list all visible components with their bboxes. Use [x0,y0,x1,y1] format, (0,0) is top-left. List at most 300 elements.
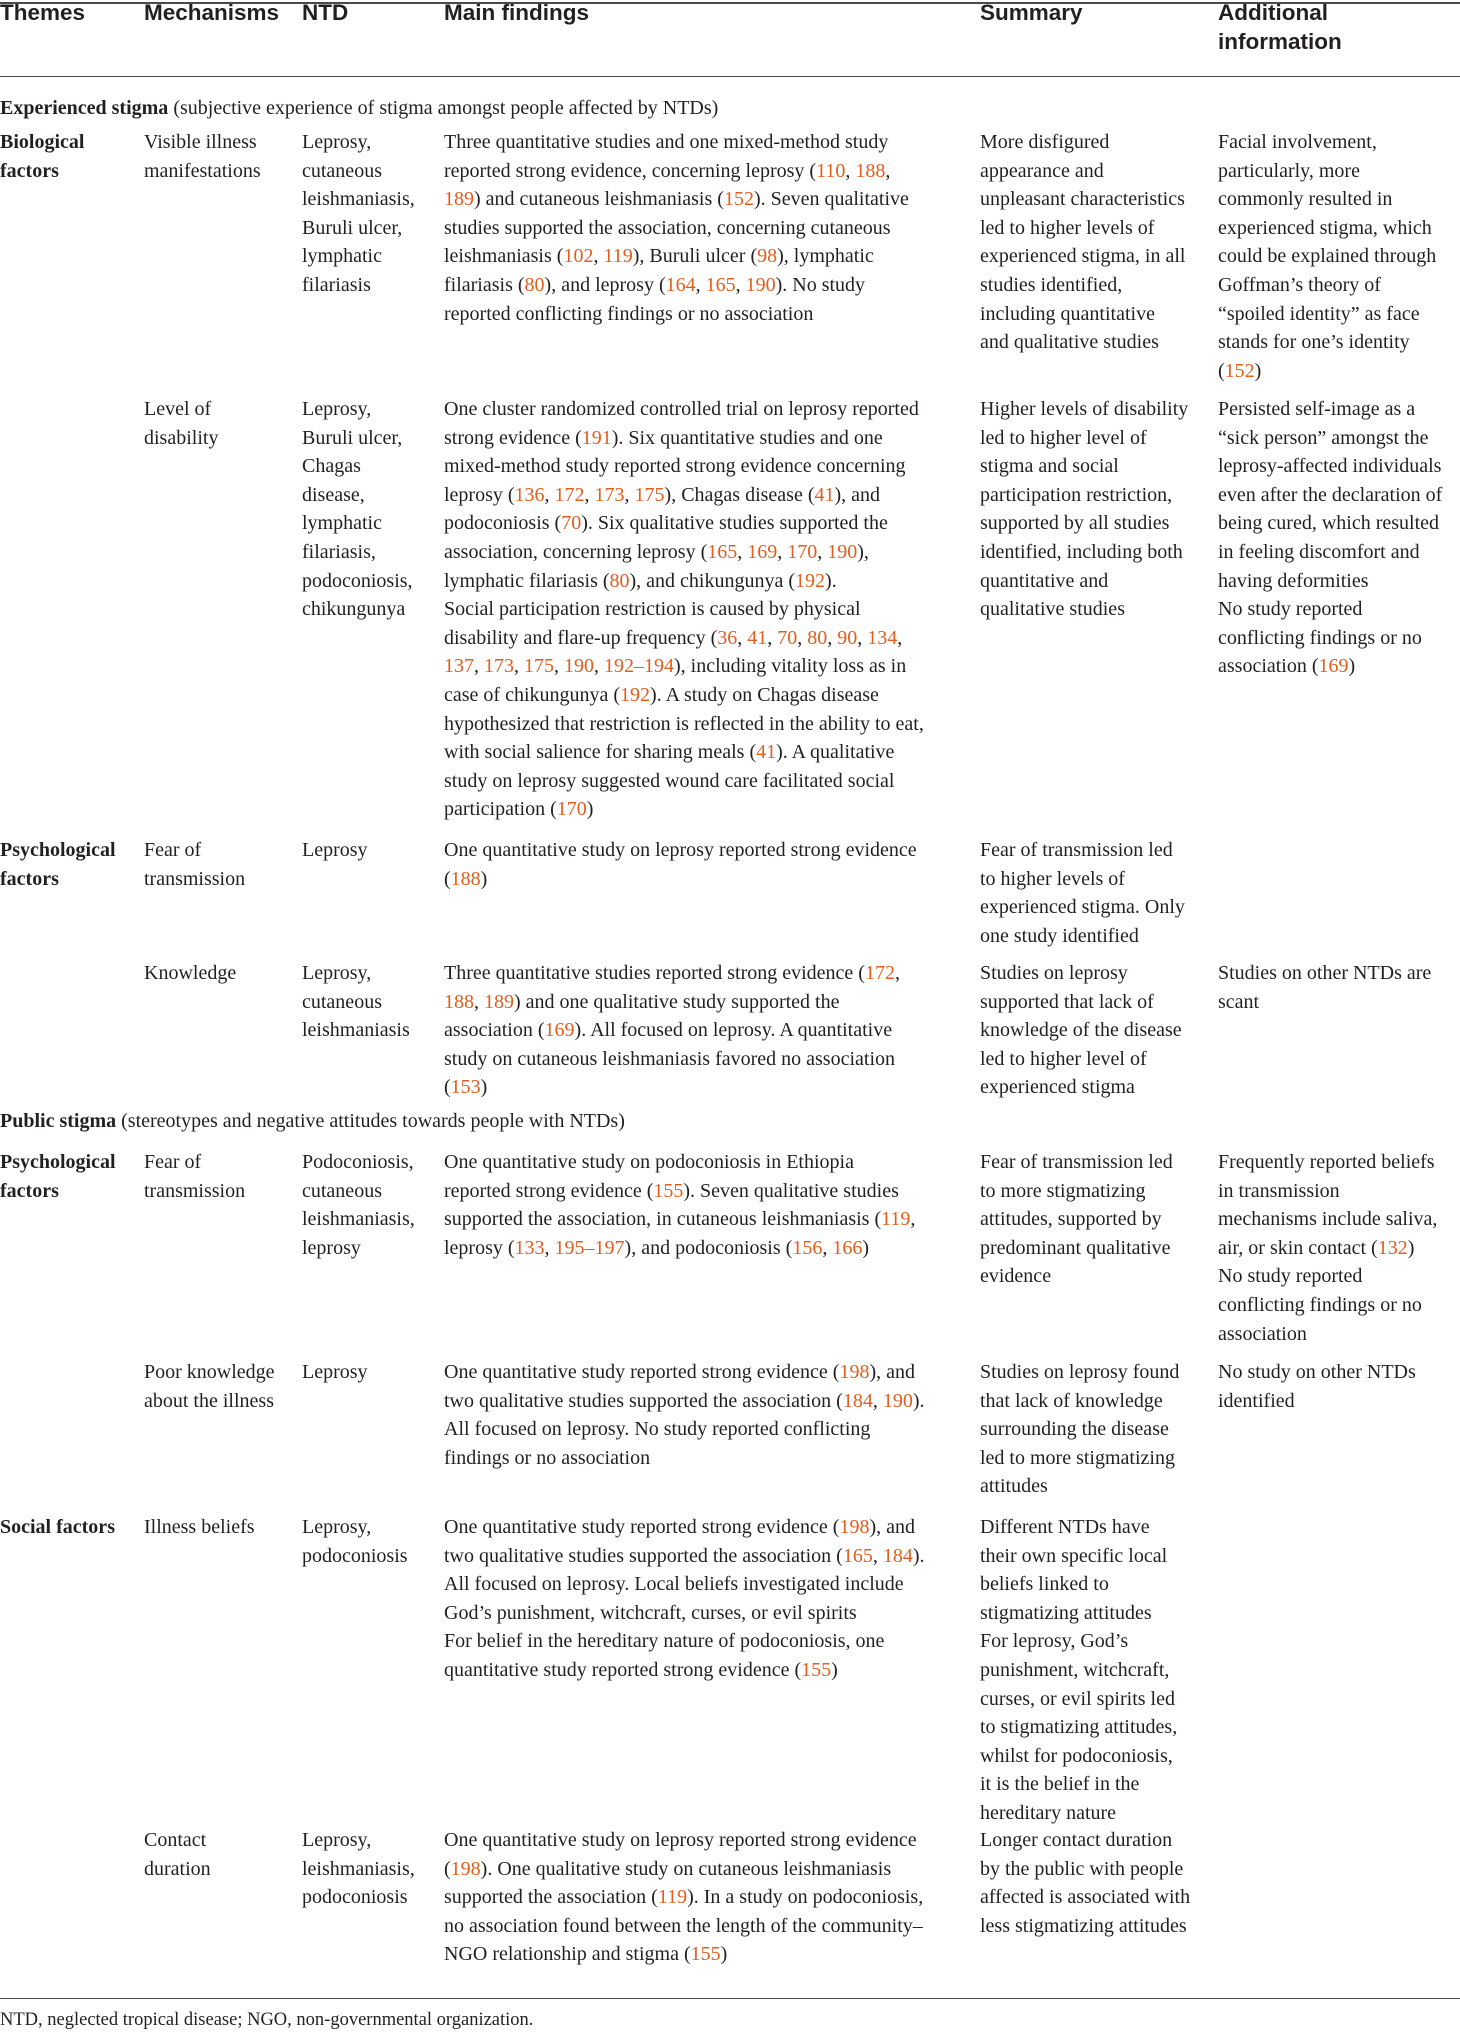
citation-link[interactable]: 153 [450,1076,481,1099]
citation-link[interactable]: 192–194 [604,655,674,678]
citation-link[interactable]: 110 [816,159,846,182]
summary-cell-line: attitudes, supported by [980,1208,1162,1231]
ntd-cell [302,1148,415,1262]
ntd-cell-line: leishmaniasis, [302,1208,415,1231]
text-run: no association found between the length of the community– [444,1914,923,1937]
text-run: One quantitative study on podoconiosis in Ethiopia [444,1151,854,1173]
text-run: ). A qualitative [776,741,895,764]
summary-cell-line: qualitative studies [980,598,1125,621]
text-run: One quantitative study on leprosy reported strong evidence [444,839,917,861]
additional-info-cell-line [1218,1291,1437,1320]
citation-link[interactable]: 188 [450,867,481,890]
mechanism-cell-line: disability [144,426,219,449]
text-run: scant [1218,990,1260,1013]
summary-cell-line: their own specific local [980,1544,1168,1567]
main-findings-cell-line [444,836,917,865]
ntd-cell-line: Leprosy [302,839,368,861]
citation-link[interactable]: 80 [807,626,828,649]
summary-cell-line: and qualitative studies [980,331,1159,354]
text-run: Three quantitative studies reported strong evidence ( [444,962,865,984]
ntd-cell-line: cutaneous [302,1179,382,1202]
main-findings-cell-line [444,595,924,624]
main-findings-cell-line [444,214,909,243]
summary-cell-line: Higher levels of disability [980,398,1189,420]
column-header-ntd: NTD [302,0,349,25]
mechanism-cell-line: Fear of [144,839,202,861]
main-findings-cell [444,1358,924,1472]
summary-cell [980,1358,1179,1501]
citation-link[interactable]: 169 [1318,655,1349,678]
text-run: , [910,1208,916,1231]
text-run: , [822,1236,833,1259]
text-run: ). A study on Chagas disease [650,683,879,706]
summary-cell-line: Studies on leprosy found [980,1361,1180,1383]
citation-link[interactable]: 136 [514,483,545,506]
text-run: Three quantitative studies and one mixed-method study [444,131,889,153]
citation-link[interactable]: 191 [581,426,612,449]
citation-link[interactable]: 184 [882,1544,913,1567]
citation-link[interactable]: 195–197 [554,1236,625,1259]
theme-cell-line: Psychological [0,839,116,861]
mechanism-cell [144,1826,211,1883]
text-run: ), and podoconiosis ( [624,1236,793,1259]
text-run: could be explained through [1218,245,1437,268]
additional-info-cell-line [1218,328,1436,357]
text-run: , [474,655,484,678]
ntd-cell-line: Leprosy, [302,131,372,153]
main-findings-cell-line [444,795,924,824]
text-run: Studies on other NTDs are [1218,962,1432,984]
main-findings-cell-line [444,1234,915,1263]
text-run: air, or skin contact ( [1218,1236,1378,1259]
ntd-cell-line: lymphatic [302,512,382,535]
main-findings-cell-line [444,959,900,988]
text-run: ( [444,1076,451,1099]
text-run: One quantitative study reported strong evidence ( [444,1361,840,1383]
additional-info-cell-line [1218,300,1436,329]
ntd-cell-line: podoconiosis [302,1544,408,1567]
citation-link[interactable]: 170 [787,540,818,563]
summary-cell-line: Different NTDs have [980,1516,1150,1538]
main-findings-cell [444,128,909,328]
ntd-cell-line: leishmaniasis, [302,188,415,211]
text-run: , [554,655,564,678]
text-run: findings or no association [444,1446,651,1469]
ntd-cell [302,1358,368,1387]
theme-cell-line: Social factors [0,1516,115,1538]
summary-cell-line: to higher levels of [980,867,1125,890]
summary-cell-line: appearance and [980,159,1104,182]
text-run: , [872,1389,883,1412]
citation-link[interactable]: 155 [653,1179,684,1202]
summary-cell-line: participation restriction, [980,483,1173,506]
main-findings-cell-line [444,157,909,186]
text-run: No study reported [1218,598,1363,621]
citation-link[interactable]: 41 [756,741,777,764]
citation-link[interactable]: 155 [801,1658,832,1681]
main-findings-cell-line [444,1627,924,1656]
additional-info-cell-line [1218,242,1436,271]
citation-link[interactable]: 192 [620,683,651,706]
summary-cell-line: including quantitative [980,302,1155,325]
citation-link[interactable]: 170 [556,798,587,821]
additional-info-cell-line [1218,157,1436,186]
summary-cell [980,1513,1177,1828]
summary-cell-line: punishment, witchcraft, [980,1658,1170,1681]
column-header-themes: Themes [0,0,86,25]
text-run: ) and cutaneous leishmaniasis ( [474,188,724,211]
citation-link[interactable]: 165 [705,273,736,296]
citation-link[interactable]: 133 [514,1236,545,1259]
additional-info-cell [1218,395,1442,681]
citation-link[interactable]: 164 [665,273,696,296]
main-findings-cell-line [444,242,909,271]
mechanism-cell-line: Illness beliefs [144,1516,255,1538]
ntd-cell [302,128,415,300]
citation-link[interactable]: 173 [594,483,625,506]
text-run: , [737,540,748,563]
text-run: , [735,273,746,296]
text-run: , [594,655,604,678]
text-run: ), and leprosy ( [544,273,666,296]
header-bottom-rule [0,76,1460,77]
text-run: , [894,962,900,984]
text-run: , [845,159,856,182]
text-run: ( [1218,359,1225,382]
summary-cell-line: curses, or evil spirits led [980,1687,1175,1710]
text-run: mechanisms include saliva, [1218,1208,1438,1231]
ntd-cell-line: Chagas [302,455,361,478]
additional-info-cell-line [1218,395,1442,424]
text-run: One quantitative study on leprosy reported strong evidence [444,1829,917,1851]
theme-cell [0,1513,115,1542]
text-run: ), and [869,1361,915,1383]
text-run: leprosy ( [444,483,515,506]
additional-info-cell-line [1218,1262,1437,1291]
summary-cell-line: affected is associated with [980,1886,1191,1909]
summary-cell-line: quantitative and [980,569,1109,592]
additional-info-cell-line [1218,1177,1437,1206]
text-run: “spoiled identity” as face [1218,302,1420,325]
citation-link[interactable]: 198 [839,1361,870,1383]
text-run: quantitative study reported strong evidence ( [444,1658,802,1681]
text-run: , [695,273,706,296]
main-findings-cell-line [444,300,909,329]
text-run: ), Buruli ulcer ( [632,245,758,268]
main-findings-cell-line [444,1570,924,1599]
summary-cell-line: Studies on leprosy [980,962,1128,984]
main-findings-cell-line [444,1358,924,1387]
text-run: ). All focused on leprosy. A quantitative [574,1019,893,1042]
text-run: reported strong evidence ( [444,1179,654,1202]
text-run: having deformities [1218,569,1369,592]
column-header-summary: Summary [980,0,1083,25]
citation-link[interactable]: 190 [827,540,858,563]
citation-link[interactable]: 198 [450,1857,481,1880]
text-run: ) [1254,359,1262,382]
summary-cell-line: led to higher level of [980,426,1147,449]
text-run: , [777,540,788,563]
citation-link[interactable]: 102 [563,245,594,268]
main-findings-cell-line [444,624,924,653]
summary-cell [980,128,1185,357]
summary-cell [980,1148,1173,1291]
citation-link[interactable]: 189 [444,188,474,211]
mechanism-cell [144,836,245,893]
main-findings-cell-line [444,271,909,300]
citation-link[interactable]: 173 [484,655,514,678]
mechanism-cell-line: about the illness [144,1389,274,1412]
text-run: supported the association, in cutaneous leishmaniasis ( [444,1208,882,1231]
table-bottom-rule [0,1998,1460,1999]
mechanism-cell-line: duration [144,1857,211,1880]
text-run: conflicting findings or no [1218,626,1422,649]
main-findings-cell-line [444,1513,924,1542]
mechanism-cell-line: Visible illness [144,131,257,153]
text-run: ). Six qualitative studies supported the [581,512,888,535]
text-run: ), [857,540,869,563]
summary-cell-line: unpleasant characteristics [980,188,1185,211]
additional-info-cell-line [1218,509,1442,538]
text-run: ). In a study on podoconiosis, [687,1886,924,1909]
citation-link[interactable]: 192 [795,569,826,592]
text-run: No study reported [1218,1265,1363,1288]
summary-cell-line: supported that lack of [980,990,1154,1013]
citation-link[interactable]: 169 [544,1019,575,1042]
additional-info-cell-line [1218,214,1436,243]
ntd-cell-line: Buruli ulcer, [302,216,403,239]
text-run: Frequently reported beliefs [1218,1151,1435,1173]
mechanism-cell [144,128,261,185]
additional-info-cell-line [1218,1358,1416,1387]
main-findings-cell-line [444,1016,900,1045]
citation-link[interactable]: 189 [484,990,514,1013]
citation-link[interactable]: 166 [832,1236,863,1259]
summary-cell-line: stigmatizing attitudes [980,1601,1152,1624]
text-run: with social salience for sharing meals ( [444,741,757,764]
text-run: ( [444,1857,451,1880]
text-run: ). [912,1544,925,1567]
citation-link[interactable]: 132 [1377,1236,1408,1259]
additional-info-cell [1218,1358,1416,1415]
text-run: strong evidence ( [444,426,582,449]
additional-info-cell-line [1218,185,1436,214]
mechanism-cell [144,1358,275,1415]
main-findings-cell-line [444,738,924,767]
citation-link[interactable]: 152 [1224,359,1255,382]
text-run: , [827,626,838,649]
column-header-main-findings: Main findings [444,0,589,25]
citation-link[interactable]: 165 [707,540,738,563]
main-findings-cell [444,1148,915,1262]
additional-info-cell-line [1218,652,1442,681]
mechanism-cell-line: Knowledge [144,962,237,984]
theme-cell [0,1148,116,1205]
text-run: in transmission [1218,1179,1340,1202]
text-run: Facial involvement, [1218,131,1377,153]
additional-info-cell-line [1218,1205,1437,1234]
text-run: even after the declaration of [1218,483,1443,506]
section-description: (subjective experience of stigma amongst people affected by NTDs) [168,97,719,119]
text-run: being cured, which resulted [1218,512,1440,535]
citation-link[interactable]: 119 [603,245,633,268]
text-run: ) [1348,655,1356,678]
section-description: (stereotypes and negative attitudes towards people with NTDs) [116,1110,625,1132]
summary-cell-line: Fear of transmission led [980,839,1173,861]
text-run: ) [720,1943,728,1966]
mechanism-cell-line: Fear of [144,1151,202,1173]
citation-link[interactable]: 70 [561,512,582,535]
main-findings-cell-line [444,988,900,1017]
summary-cell-line: stigma and social [980,455,1119,478]
citation-link[interactable]: 188 [855,159,886,182]
citation-link[interactable]: 172 [864,962,895,984]
main-findings-cell [444,395,924,824]
text-run: , [514,655,524,678]
citation-link[interactable]: 41 [814,483,835,506]
citation-link[interactable]: 137 [444,655,474,678]
main-findings-cell-line [444,865,917,894]
citation-link[interactable]: 190 [882,1389,913,1412]
main-findings-cell-line [444,1073,900,1102]
main-findings-cell [444,1513,924,1685]
ntd-cell-line: chikungunya [302,598,406,621]
citation-link[interactable]: 70 [777,626,798,649]
citation-link[interactable]: 80 [524,273,545,296]
main-findings-cell-line [444,1940,923,1969]
text-run: , [872,1544,883,1567]
text-run: leprosy-affected individuals [1218,455,1442,478]
summary-cell-line: to more stigmatizing [980,1179,1146,1202]
text-run: identified [1218,1389,1295,1412]
additional-info-cell-line [1218,1387,1416,1416]
main-findings-cell-line [444,1599,924,1628]
text-run: ( [444,867,451,890]
text-run: ). Six quantitative studies and one [611,426,883,449]
citation-link[interactable]: 175 [634,483,665,506]
table-footnote: NTD, neglected tropical disease; NGO, non-governmental organization. [0,2010,534,2030]
text-run: experienced stigma, which [1218,216,1432,239]
text-run: , [474,990,484,1013]
citation-link[interactable]: 90 [837,626,858,649]
citation-link[interactable]: 165 [842,1544,873,1567]
theme-cell [0,128,84,185]
text-run: leprosy ( [444,1236,515,1259]
summary-cell [980,395,1188,624]
text-run: ) [862,1236,869,1259]
additional-info-cell [1218,959,1431,1016]
additional-info-cell-line [1218,595,1442,624]
citation-link[interactable]: 152 [723,188,754,211]
additional-info-cell [1218,128,1436,385]
summary-cell-line: knowledge of the disease [980,1019,1182,1042]
citation-link[interactable]: 169 [747,540,778,563]
text-run: disability and flare-up frequency ( [444,626,718,649]
additional-info-cell-line [1218,1148,1437,1177]
summary-cell-line: beliefs linked to [980,1573,1109,1596]
text-run: NGO relationship and stigma ( [444,1943,691,1966]
theme-cell-line: Biological [0,131,85,153]
ntd-cell-line: lymphatic [302,245,382,268]
main-findings-cell-line [444,767,924,796]
main-findings-cell-line [444,1826,923,1855]
summary-cell-line: by the public with people [980,1857,1184,1880]
main-findings-cell [444,959,900,1102]
citation-link[interactable]: 198 [839,1516,870,1538]
citation-link[interactable]: 119 [657,1886,688,1909]
text-run: Persisted self-image as a [1218,398,1416,420]
text-run: case of chikungunya ( [444,683,621,706]
main-findings-cell-line [444,1883,923,1912]
mechanism-cell-line: transmission [144,867,246,890]
additional-info-cell-line [1218,988,1431,1017]
text-run: , [593,245,604,268]
ntd-cell [302,836,368,865]
mechanism-cell-line: Poor knowledge [144,1361,275,1383]
citation-link[interactable]: 190 [745,273,776,296]
text-run: ), including vitality loss as in [674,655,907,678]
additional-info-cell-line [1218,1234,1437,1263]
text-run: study on cutaneous leishmaniasis favored no association [444,1047,896,1070]
citation-link[interactable]: 134 [867,626,898,649]
citation-link[interactable]: 119 [881,1208,911,1231]
text-run: , [544,483,555,506]
text-run: Social participation restriction is caused by physical [444,598,861,621]
citation-link[interactable]: 172 [554,483,585,506]
text-run: ), and [834,483,881,506]
ntd-cell-line: Podoconiosis, [302,1151,414,1173]
citation-link[interactable]: 80 [609,569,630,592]
ntd-cell-line: cutaneous [302,990,382,1013]
additional-info-cell-line [1218,357,1436,386]
text-run: All focused on leprosy. Local beliefs investigated include [444,1573,904,1596]
ntd-cell-line: disease, [302,483,365,506]
citation-link[interactable]: 188 [444,990,474,1013]
theme-cell-line: factors [0,1179,59,1202]
text-run: Goffman’s theory of [1218,273,1381,296]
summary-cell-line: Longer contact duration [980,1829,1173,1851]
summary-cell-line: led to higher level of [980,1047,1147,1070]
theme-cell-line: factors [0,159,59,182]
text-run: ). Seven qualitative [753,188,909,211]
text-run: commonly resulted in [1218,188,1393,211]
mechanism-cell-line: manifestations [144,159,261,182]
text-run: , [624,483,635,506]
citation-link[interactable]: 36 [717,626,738,649]
theme-cell [0,836,116,893]
main-findings-cell-line [444,1855,923,1884]
citation-link[interactable]: 156 [792,1236,823,1259]
text-run: ) [480,867,488,890]
citation-link[interactable]: 41 [747,626,768,649]
citation-link[interactable]: 98 [757,245,778,268]
text-run: , [857,626,868,649]
citation-link[interactable]: 155 [690,1943,721,1966]
text-run: association ( [444,1019,545,1042]
text-run: in feeling discomfort and [1218,540,1420,563]
text-run: ), lymphatic [777,245,874,268]
text-run: particularly, more [1218,159,1360,182]
text-run: ). Seven qualitative studies [683,1179,899,1202]
text-run: , [817,540,828,563]
citation-link[interactable]: 190 [564,655,594,678]
text-run: For belief in the hereditary nature of podoconiosis, one [444,1630,885,1653]
citation-link[interactable]: 175 [524,655,554,678]
citation-link[interactable]: 184 [842,1389,873,1412]
column-header-additional-information: Additional information [1218,0,1342,54]
text-run: lymphatic filariasis ( [444,569,610,592]
summary-cell-line: experienced stigma, in all [980,245,1186,268]
